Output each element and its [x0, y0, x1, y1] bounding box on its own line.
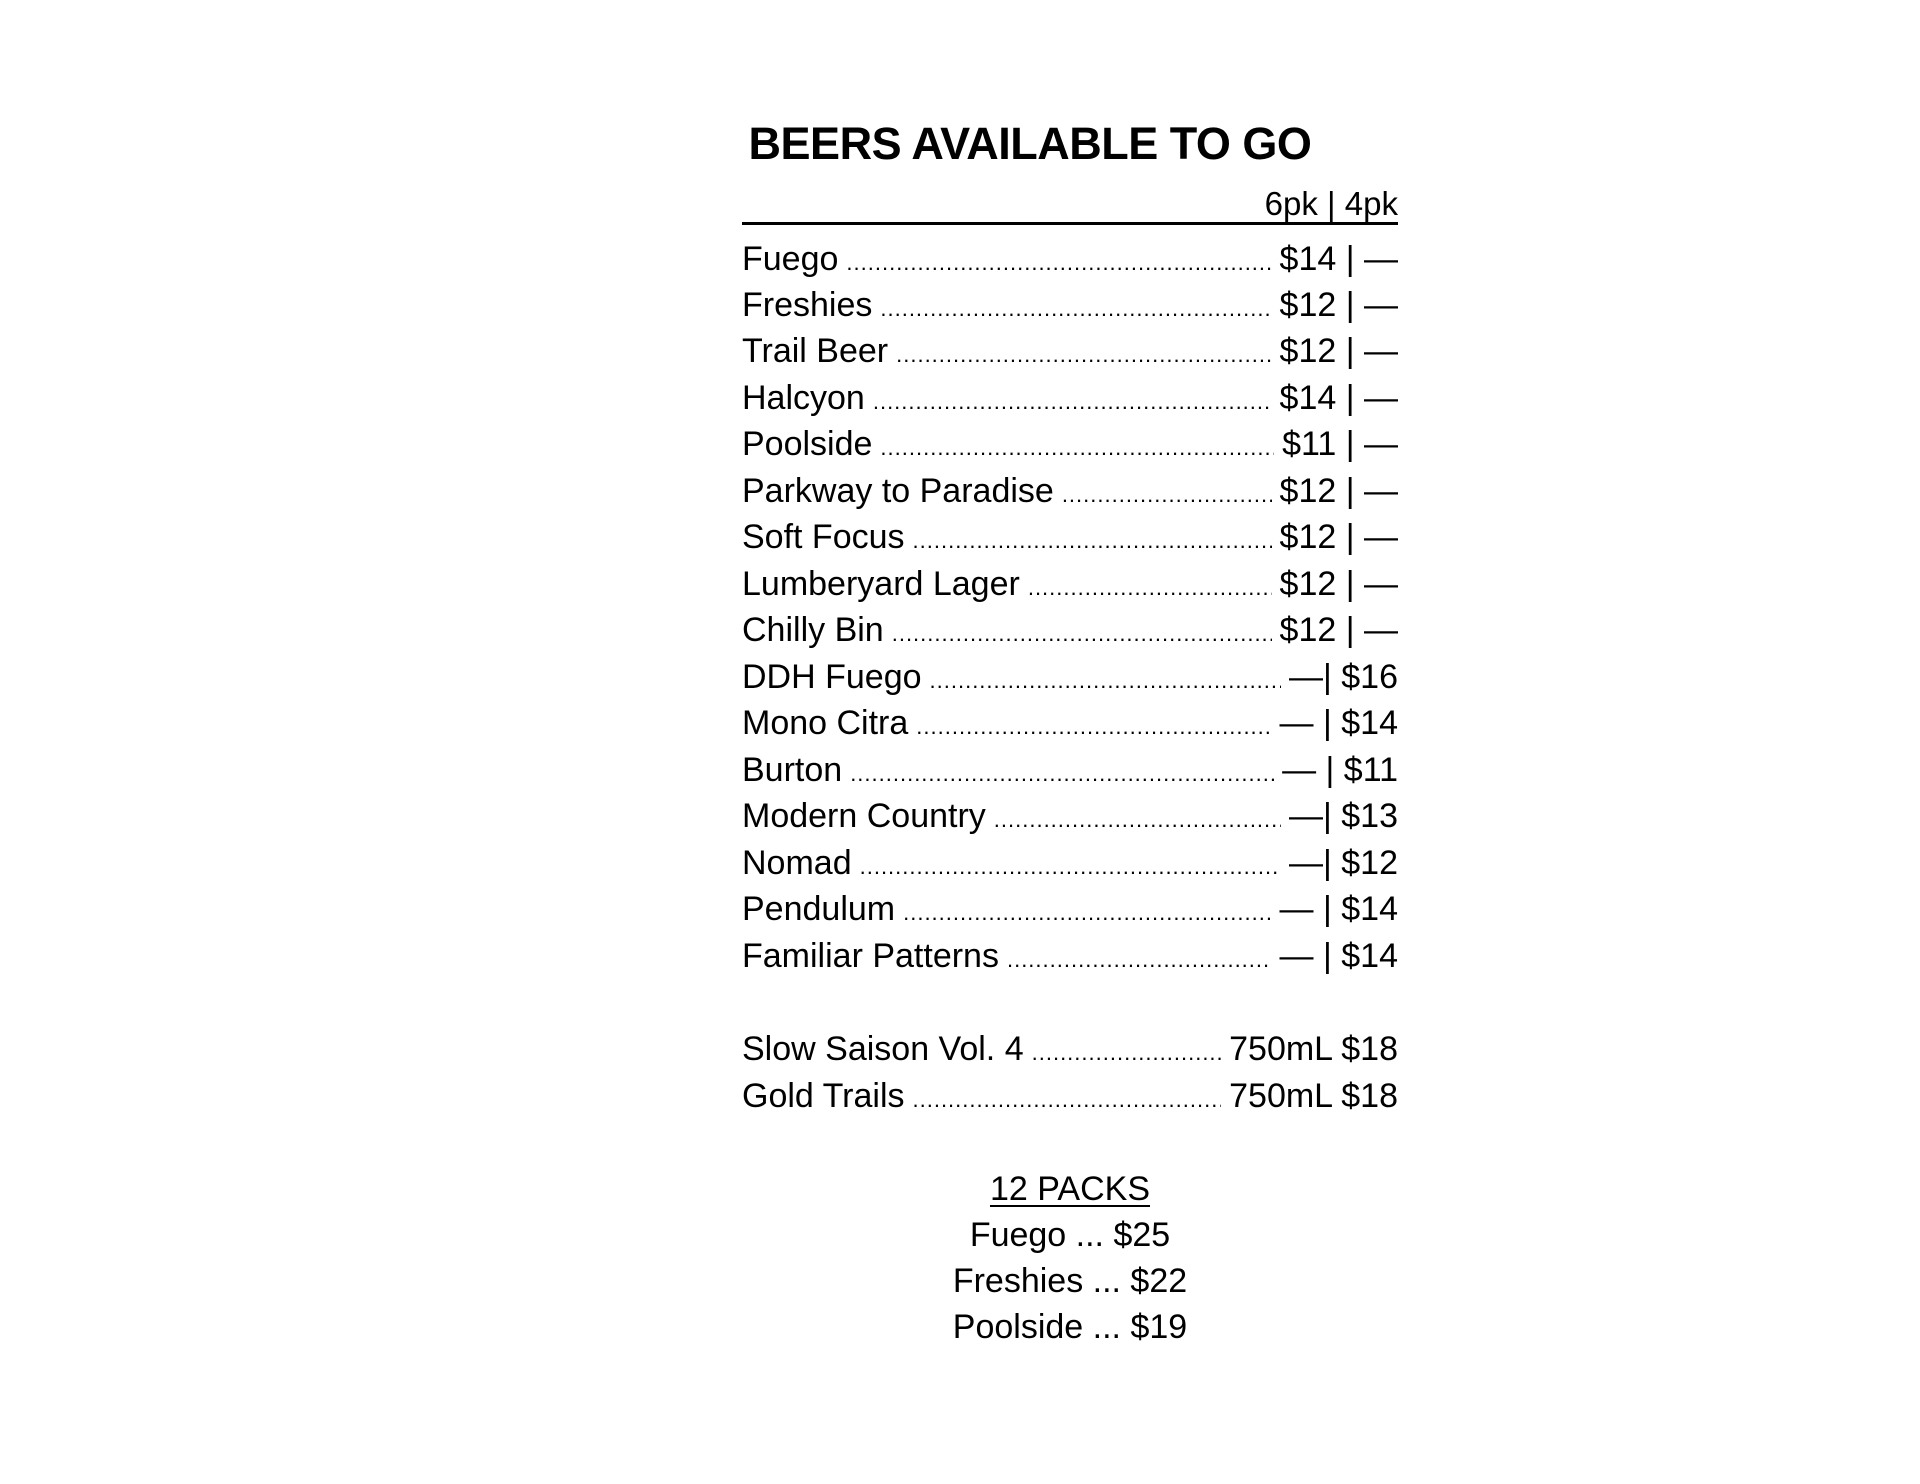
dot-leader	[880, 425, 1274, 471]
dot-leader	[994, 797, 1281, 843]
beer-price: $14 | —	[1279, 240, 1398, 278]
beer-row	[742, 421, 1398, 467]
dot-leader	[896, 332, 1271, 378]
beer-name: Familiar Patterns	[742, 937, 999, 975]
beer-price: $12 | —	[1279, 518, 1398, 556]
twelve-packs-title: 12 PACKS	[989, 1170, 1150, 1208]
beer-row	[742, 328, 1398, 374]
beer-row	[742, 282, 1398, 328]
beer-name: Fuego	[742, 240, 839, 278]
beer-price: $14 | —	[1279, 379, 1398, 417]
beer-name: Halcyon	[742, 379, 865, 417]
beer-price: —| $12	[1288, 844, 1398, 882]
beer-name: Chilly Bin	[742, 611, 884, 649]
beer-name: Soft Focus	[742, 518, 905, 556]
bottle-row	[742, 1026, 1398, 1072]
beer-price: — | $14	[1279, 890, 1398, 928]
beer-row	[742, 607, 1398, 653]
dot-leader	[880, 286, 1271, 332]
menu-title-wrap	[0, 118, 1840, 170]
beer-price: $11 | —	[1282, 425, 1398, 463]
bottle-price: 750mL $18	[1229, 1030, 1398, 1068]
twelve-pack-item: Fuego ... $25	[969, 1216, 1171, 1254]
dot-leader	[1032, 1030, 1222, 1076]
beer-row	[742, 236, 1398, 282]
beer-row	[742, 840, 1398, 886]
beer-name: Freshies	[742, 286, 873, 324]
dot-leader	[930, 658, 1281, 704]
twelve-pack-item: Poolside ... $19	[952, 1308, 1188, 1346]
dot-leader	[916, 704, 1271, 750]
beer-row	[742, 700, 1398, 746]
beer-price: — | $14	[1279, 704, 1398, 742]
beer-name: Lumberyard Lager	[742, 565, 1020, 603]
beer-row	[742, 375, 1398, 421]
bottle-name: Slow Saison Vol. 4	[742, 1030, 1024, 1068]
beer-row	[742, 654, 1398, 700]
beer-row	[742, 747, 1398, 793]
page-title: BEERS AVAILABLE TO GO	[748, 118, 1312, 169]
dot-leader	[873, 379, 1272, 425]
dot-leader	[913, 1077, 1222, 1123]
dot-leader	[892, 611, 1272, 657]
beer-row	[742, 561, 1398, 607]
beer-price: $12 | —	[1279, 472, 1398, 510]
beer-name: Modern Country	[742, 797, 986, 835]
dot-leader	[913, 518, 1272, 564]
beer-row	[742, 933, 1398, 979]
beer-name: Nomad	[742, 844, 852, 882]
beer-price: —| $16	[1288, 658, 1398, 696]
beer-price: $12 | —	[1279, 611, 1398, 649]
dot-leader	[850, 751, 1274, 797]
beer-name: Burton	[742, 751, 843, 789]
pack-size-columns-label: 6pk | 4pk	[1264, 185, 1398, 222]
beer-name: Trail Beer	[742, 332, 889, 370]
twelve-pack-item: Freshies ... $22	[952, 1262, 1188, 1300]
dot-leader	[903, 890, 1271, 936]
beer-price: — | $11	[1282, 751, 1398, 789]
beer-price: — | $14	[1279, 937, 1398, 975]
beer-price: $12 | —	[1279, 286, 1398, 324]
beer-name: Mono Citra	[742, 704, 909, 742]
beer-price: $12 | —	[1279, 565, 1398, 603]
beer-name: DDH Fuego	[742, 658, 922, 696]
beer-row	[742, 514, 1398, 560]
dot-leader	[846, 240, 1271, 286]
dot-leader	[1028, 565, 1272, 611]
bottle-row	[742, 1073, 1398, 1119]
dot-leader	[1007, 937, 1272, 983]
dot-leader	[1062, 472, 1272, 518]
beer-row	[742, 468, 1398, 514]
beer-row	[742, 793, 1398, 839]
bottle-price: 750mL $18	[1229, 1077, 1398, 1115]
beer-row	[742, 886, 1398, 932]
beer-price: —| $13	[1288, 797, 1398, 835]
bottle-name: Gold Trails	[742, 1077, 905, 1115]
dot-leader	[860, 844, 1281, 890]
beer-name: Pendulum	[742, 890, 896, 928]
twelve-packs-section	[0, 1166, 1920, 1350]
beer-price: $12 | —	[1279, 332, 1398, 370]
beer-name: Poolside	[742, 425, 873, 463]
pack-size-header	[742, 186, 1398, 225]
beer-name: Parkway to Paradise	[742, 472, 1054, 510]
